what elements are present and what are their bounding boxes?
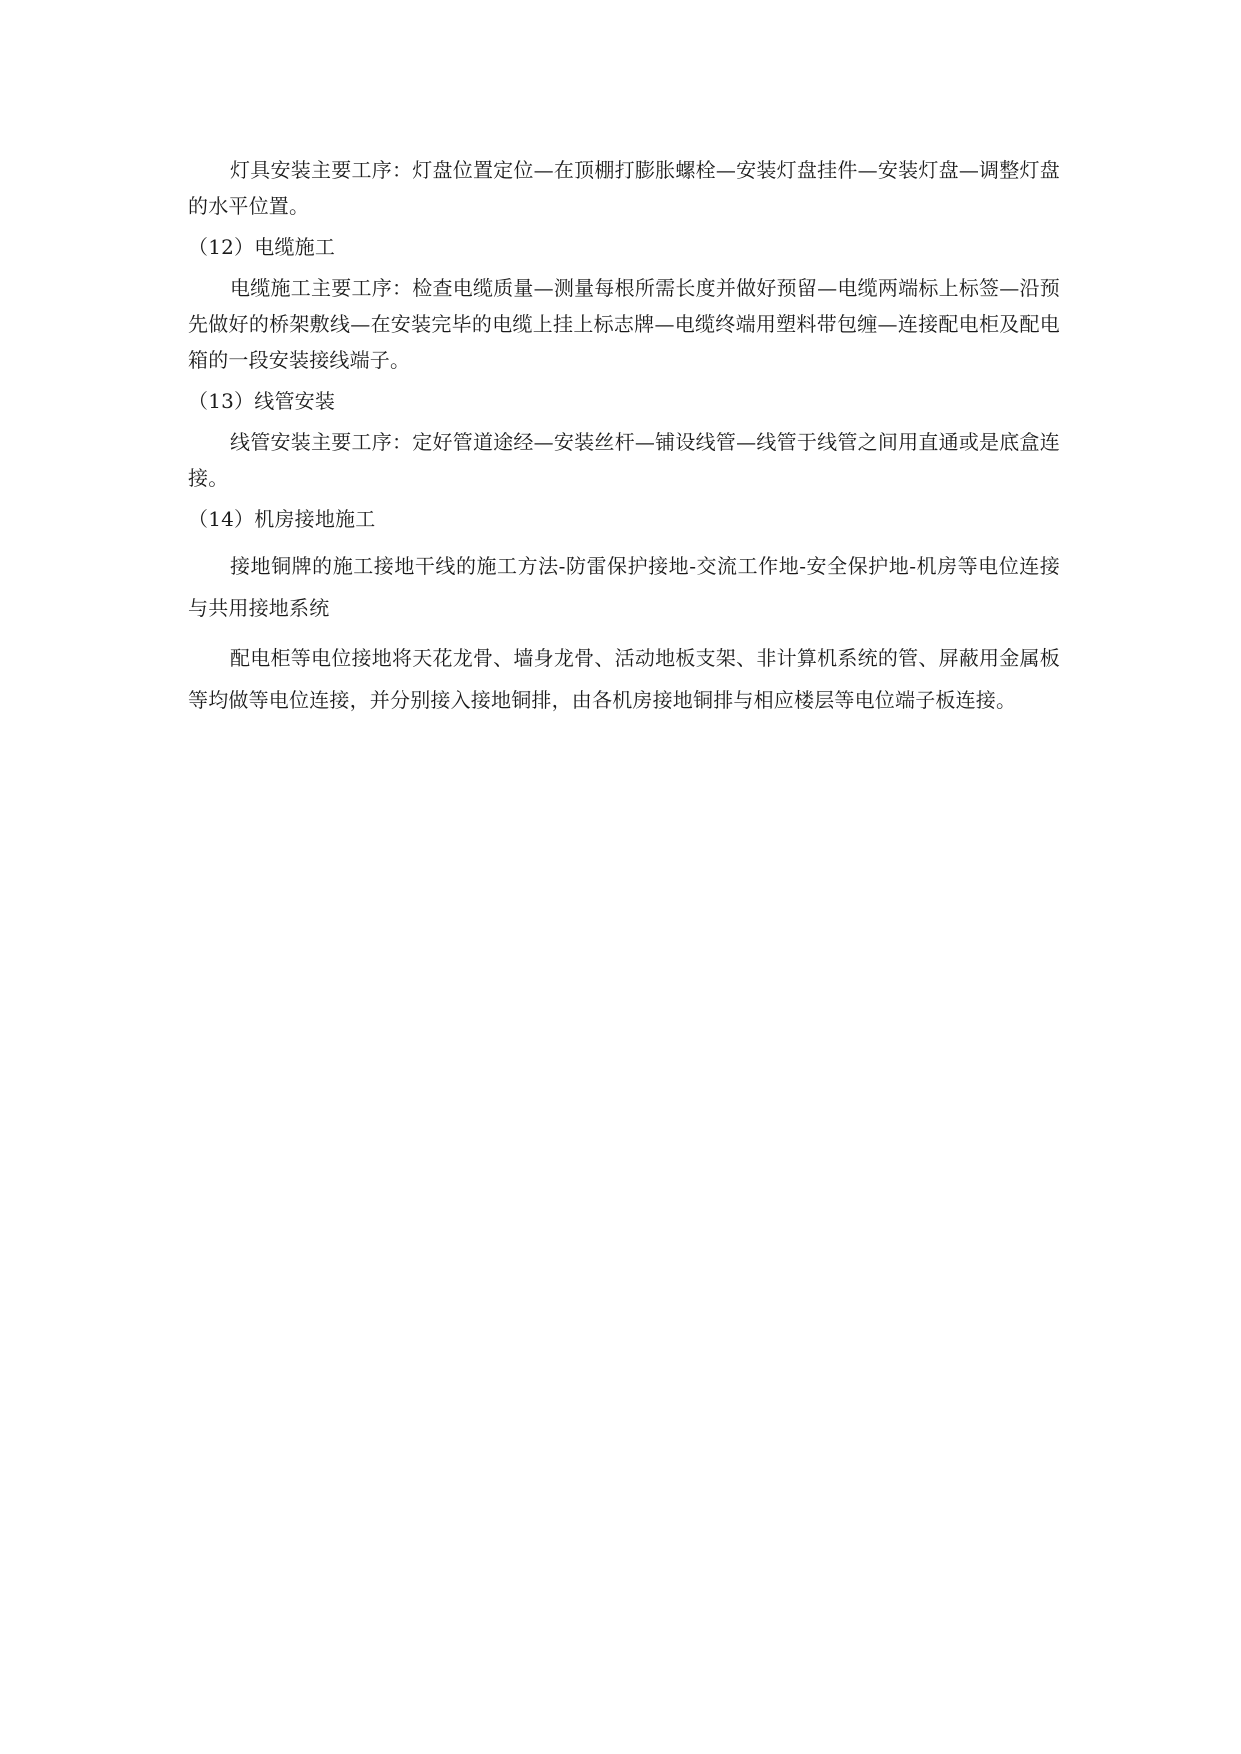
grounding-section-heading: （14）机房接地施工 [188,507,376,531]
cable-process-paragraph: 电缆施工主要工序：检查电缆质量—测量每根所需长度并做好预留—电缆两端标上标签—沿预先做好的桥架敷线—在安装完毕的电缆上挂上标志牌—电缆终端用塑料带包缠—连接配电柜及配电箱的一段安装接线端子。 [188,276,1060,372]
conduit-process-paragraph: 线管安装主要工序：定好管道途经—安装丝杆—铺设线管—线管于线管之间用直通或是底盒连接。 [188,430,1060,490]
conduit-section-heading: （13）线管安装 [188,389,336,413]
spacer [188,537,1060,545]
spacer [188,629,1060,637]
equipotential-bonding-paragraph: 配电柜等电位接地将天花龙骨、墙身龙骨、活动地板支架、非计算机系统的管、屏蔽用金属板等均做等电位连接，并分别接入接地铜排，由各机房接地铜排与相应楼层等电位端子板连接。 [188,646,1060,712]
lighting-process-paragraph: 灯具安装主要工序：灯盘位置定位—在顶棚打膨胀螺栓—安装灯盘挂件—安装灯盘—调整灯盘的水平位置。 [188,158,1060,218]
cable-section-heading: （12）电缆施工 [188,235,336,259]
document-body [188,152,1060,721]
grounding-method-paragraph: 接地铜牌的施工接地干线的施工方法-防雷保护接地-交流工作地-安全保护地-机房等电位连接与共用接地系统 [188,554,1060,620]
